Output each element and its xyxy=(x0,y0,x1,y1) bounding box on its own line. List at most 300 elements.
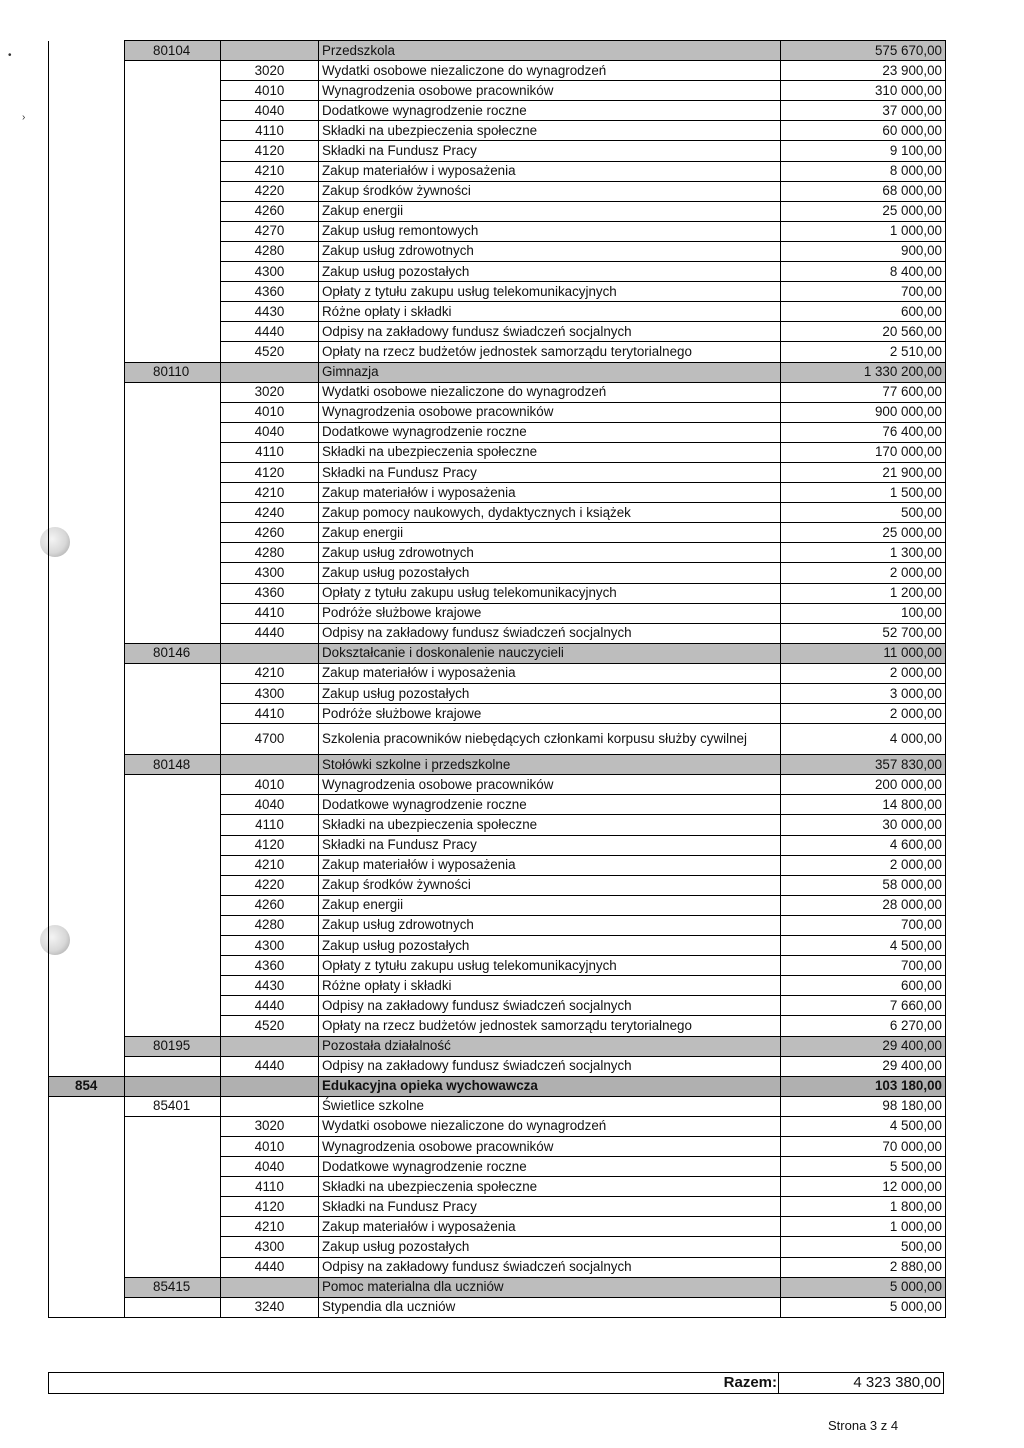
table-row xyxy=(49,684,946,704)
dzial-cell xyxy=(49,101,125,121)
rozdzial-cell xyxy=(125,1177,221,1197)
paragraf-cell: 4220 xyxy=(221,875,319,895)
rozdzial-cell xyxy=(125,835,221,855)
table-row xyxy=(49,563,946,583)
rozdzial-cell xyxy=(125,543,221,563)
rozdzial-cell xyxy=(125,1257,221,1277)
rozdzial-cell xyxy=(125,1116,221,1136)
paragraf-cell: 3240 xyxy=(221,1297,319,1317)
dzial-cell xyxy=(49,322,125,342)
dzial-cell xyxy=(49,603,125,623)
dzial-cell xyxy=(49,835,125,855)
amount-cell: 60 000,00 xyxy=(781,121,946,141)
description-cell: Zakup materiałów i wyposażenia xyxy=(319,161,781,181)
total-row xyxy=(48,1372,944,1394)
dzial-cell xyxy=(49,402,125,422)
rozdzial-cell xyxy=(125,121,221,141)
dzial-cell xyxy=(49,422,125,442)
paragraf-cell: 4410 xyxy=(221,603,319,623)
budget-table xyxy=(48,40,946,1318)
amount-cell: 8 000,00 xyxy=(781,161,946,181)
dzial-cell xyxy=(49,663,125,683)
description-cell: Dodatkowe wynagrodzenie roczne xyxy=(319,101,781,121)
description-cell: Zakup usług remontowych xyxy=(319,221,781,241)
table-row xyxy=(49,1157,946,1177)
amount-cell: 357 830,00 xyxy=(781,755,946,775)
amount-cell: 2 000,00 xyxy=(781,855,946,875)
paragraf-cell: 4300 xyxy=(221,262,319,282)
description-cell: Składki na ubezpieczenia społeczne xyxy=(319,815,781,835)
description-cell: Opłaty na rzecz budżetów jednostek samorządu terytorialnego xyxy=(319,342,781,362)
description-cell: Składki na ubezpieczenia społeczne xyxy=(319,1177,781,1197)
dzial-cell xyxy=(49,684,125,704)
amount-cell: 4 000,00 xyxy=(781,724,946,755)
paragraf-cell: 4260 xyxy=(221,523,319,543)
dzial-cell xyxy=(49,1096,125,1116)
rozdzial-cell xyxy=(125,503,221,523)
rozdzial-cell xyxy=(125,1157,221,1177)
dzial-cell xyxy=(49,201,125,221)
total-label: Razem: xyxy=(723,1374,777,1391)
paragraf-cell xyxy=(221,643,319,663)
paragraf-cell: 4360 xyxy=(221,956,319,976)
dzial-cell xyxy=(49,1257,125,1277)
paragraf-cell: 4280 xyxy=(221,543,319,563)
amount-cell: 1 500,00 xyxy=(781,483,946,503)
rozdzial-cell: 80104 xyxy=(125,41,221,61)
paragraf-cell: 4010 xyxy=(221,1136,319,1156)
description-cell: Wynagrodzenia osobowe pracowników xyxy=(319,402,781,422)
amount-cell: 900,00 xyxy=(781,241,946,261)
dzial-cell xyxy=(49,855,125,875)
amount-cell: 7 660,00 xyxy=(781,996,946,1016)
table-row xyxy=(49,1237,946,1257)
description-cell: Zakup materiałów i wyposażenia xyxy=(319,855,781,875)
dzial-cell xyxy=(49,996,125,1016)
paragraf-cell: 4120 xyxy=(221,1197,319,1217)
description-cell: Składki na ubezpieczenia społeczne xyxy=(319,442,781,462)
table-row xyxy=(49,623,946,643)
paragraf-cell: 4260 xyxy=(221,895,319,915)
paragraf-cell: 4210 xyxy=(221,161,319,181)
paragraf-cell: 4010 xyxy=(221,402,319,422)
rozdzial-cell xyxy=(125,915,221,935)
table-row xyxy=(49,161,946,181)
dzial-cell xyxy=(49,956,125,976)
chapter-row xyxy=(49,1277,946,1297)
description-cell: Opłaty z tytułu zakupu usług telekomunikacyjnych xyxy=(319,956,781,976)
paragraf-cell: 4300 xyxy=(221,1237,319,1257)
rozdzial-cell xyxy=(125,956,221,976)
chapter-row xyxy=(49,41,946,61)
table-row xyxy=(49,1217,946,1237)
rozdzial-cell xyxy=(125,996,221,1016)
paragraf-cell: 4120 xyxy=(221,462,319,482)
table-row xyxy=(49,815,946,835)
description-cell: Zakup środków żywności xyxy=(319,181,781,201)
dzial-cell xyxy=(49,1016,125,1036)
rozdzial-cell xyxy=(125,583,221,603)
rozdzial-cell xyxy=(125,704,221,724)
table-row xyxy=(49,1056,946,1076)
amount-cell: 600,00 xyxy=(781,302,946,322)
paragraf-cell: 4040 xyxy=(221,1157,319,1177)
table-row xyxy=(49,663,946,683)
paragraf-cell: 4520 xyxy=(221,342,319,362)
rozdzial-cell xyxy=(125,936,221,956)
amount-cell: 103 180,00 xyxy=(781,1076,946,1096)
dzial-cell xyxy=(49,262,125,282)
description-cell: Składki na Fundusz Pracy xyxy=(319,141,781,161)
table-row xyxy=(49,875,946,895)
table-row xyxy=(49,936,946,956)
rozdzial-cell xyxy=(125,302,221,322)
amount-cell: 500,00 xyxy=(781,503,946,523)
amount-cell: 9 100,00 xyxy=(781,141,946,161)
chapter-row xyxy=(49,362,946,382)
dzial-cell xyxy=(49,523,125,543)
dzial-cell xyxy=(49,563,125,583)
rozdzial-cell xyxy=(125,603,221,623)
dzial-cell xyxy=(49,704,125,724)
dzial-cell xyxy=(49,241,125,261)
description-cell: Różne opłaty i składki xyxy=(319,302,781,322)
description-cell: Zakup środków żywności xyxy=(319,875,781,895)
description-cell: Pomoc materialna dla uczniów xyxy=(319,1277,781,1297)
paragraf-cell: 4110 xyxy=(221,442,319,462)
rozdzial-cell xyxy=(125,181,221,201)
description-cell: Wynagrodzenia osobowe pracowników xyxy=(319,1136,781,1156)
rozdzial-cell xyxy=(125,523,221,543)
rozdzial-cell xyxy=(125,241,221,261)
dzial-cell xyxy=(49,1157,125,1177)
table-row xyxy=(49,543,946,563)
chapter-row xyxy=(49,643,946,663)
table-row xyxy=(49,724,946,755)
table-row xyxy=(49,61,946,81)
amount-cell: 23 900,00 xyxy=(781,61,946,81)
rozdzial-cell xyxy=(125,795,221,815)
dzial-cell xyxy=(49,382,125,402)
paragraf-cell: 3020 xyxy=(221,61,319,81)
rozdzial-cell xyxy=(125,442,221,462)
table-row xyxy=(49,483,946,503)
description-cell: Wydatki osobowe niezaliczone do wynagrodzeń xyxy=(319,382,781,402)
paragraf-cell: 4300 xyxy=(221,563,319,583)
paragraf-cell: 4440 xyxy=(221,1257,319,1277)
rozdzial-cell xyxy=(125,262,221,282)
paragraf-cell: 4210 xyxy=(221,483,319,503)
amount-cell: 4 500,00 xyxy=(781,936,946,956)
table-row xyxy=(49,262,946,282)
paragraf-cell xyxy=(221,1076,319,1096)
paragraf-cell: 4040 xyxy=(221,101,319,121)
description-cell: Podróże służbowe krajowe xyxy=(319,704,781,724)
table-row xyxy=(49,996,946,1016)
table-row xyxy=(49,322,946,342)
description-cell: Odpisy na zakładowy fundusz świadczeń socjalnych xyxy=(319,623,781,643)
paragraf-cell xyxy=(221,755,319,775)
dzial-cell xyxy=(49,1217,125,1237)
paragraf-cell: 3020 xyxy=(221,382,319,402)
rozdzial-cell xyxy=(125,1237,221,1257)
amount-cell: 1 800,00 xyxy=(781,1197,946,1217)
paragraf-cell: 4210 xyxy=(221,855,319,875)
rozdzial-cell xyxy=(125,161,221,181)
description-cell: Podróże służbowe krajowe xyxy=(319,603,781,623)
amount-cell: 1 000,00 xyxy=(781,221,946,241)
dzial-cell xyxy=(49,282,125,302)
rozdzial-cell xyxy=(125,402,221,422)
paragraf-cell xyxy=(221,1036,319,1056)
description-cell: Zakup usług pozostałych xyxy=(319,936,781,956)
amount-cell: 2 000,00 xyxy=(781,704,946,724)
dzial-cell xyxy=(49,936,125,956)
amount-cell: 1 000,00 xyxy=(781,1217,946,1237)
description-cell: Opłaty z tytułu zakupu usług telekomunikacyjnych xyxy=(319,583,781,603)
description-cell: Różne opłaty i składki xyxy=(319,976,781,996)
paragraf-cell: 4260 xyxy=(221,201,319,221)
description-cell: Dodatkowe wynagrodzenie roczne xyxy=(319,1157,781,1177)
amount-cell: 4 500,00 xyxy=(781,1116,946,1136)
amount-cell: 5 000,00 xyxy=(781,1277,946,1297)
description-cell: Szkolenia pracowników niebędących członkami korpusu służby cywilnej xyxy=(319,724,781,755)
description-cell: Wydatki osobowe niezaliczone do wynagrodzeń xyxy=(319,1116,781,1136)
rozdzial-cell xyxy=(125,382,221,402)
table-row xyxy=(49,462,946,482)
description-cell: Zakup energii xyxy=(319,895,781,915)
rozdzial-cell xyxy=(125,221,221,241)
rozdzial-cell: 85415 xyxy=(125,1277,221,1297)
description-cell: Stołówki szkolne i przedszkolne xyxy=(319,755,781,775)
dzial-cell xyxy=(49,61,125,81)
rozdzial-cell xyxy=(125,342,221,362)
amount-cell: 4 600,00 xyxy=(781,835,946,855)
description-cell: Zakup usług zdrowotnych xyxy=(319,915,781,935)
rozdzial-cell: 80195 xyxy=(125,1036,221,1056)
amount-cell: 2 000,00 xyxy=(781,663,946,683)
dzial-cell xyxy=(49,895,125,915)
amount-cell: 29 400,00 xyxy=(781,1056,946,1076)
description-cell: Odpisy na zakładowy fundusz świadczeń socjalnych xyxy=(319,1257,781,1277)
dzial-cell xyxy=(49,623,125,643)
scan-mark: • xyxy=(8,50,12,61)
amount-cell: 500,00 xyxy=(781,1237,946,1257)
table-row xyxy=(49,442,946,462)
paragraf-cell xyxy=(221,1096,319,1116)
amount-cell: 2 510,00 xyxy=(781,342,946,362)
paragraf-cell: 4010 xyxy=(221,775,319,795)
description-cell: Składki na Fundusz Pracy xyxy=(319,835,781,855)
table-row xyxy=(49,775,946,795)
amount-cell: 20 560,00 xyxy=(781,322,946,342)
amount-cell: 100,00 xyxy=(781,603,946,623)
paragraf-cell: 4040 xyxy=(221,422,319,442)
table-row xyxy=(49,795,946,815)
table-row xyxy=(49,181,946,201)
rozdzial-cell xyxy=(125,1076,221,1096)
rozdzial-cell xyxy=(125,322,221,342)
amount-cell: 5 500,00 xyxy=(781,1157,946,1177)
paragraf-cell xyxy=(221,362,319,382)
paragraf-cell: 4430 xyxy=(221,976,319,996)
amount-cell: 25 000,00 xyxy=(781,523,946,543)
rozdzial-cell xyxy=(125,422,221,442)
dzial-cell xyxy=(49,915,125,935)
dzial-cell: 854 xyxy=(49,1076,125,1096)
rozdzial-cell xyxy=(125,1056,221,1076)
amount-cell: 30 000,00 xyxy=(781,815,946,835)
table-row xyxy=(49,1177,946,1197)
dzial-cell xyxy=(49,1036,125,1056)
description-cell: Zakup usług pozostałych xyxy=(319,1237,781,1257)
amount-cell: 76 400,00 xyxy=(781,422,946,442)
table-row xyxy=(49,141,946,161)
description-cell: Składki na Fundusz Pracy xyxy=(319,462,781,482)
rozdzial-cell xyxy=(125,875,221,895)
description-cell: Stypendia dla uczniów xyxy=(319,1297,781,1317)
dzial-cell xyxy=(49,81,125,101)
dzial-cell xyxy=(49,775,125,795)
paragraf-cell: 4360 xyxy=(221,583,319,603)
rozdzial-cell xyxy=(125,663,221,683)
division-row xyxy=(49,1076,946,1096)
description-cell: Wynagrodzenia osobowe pracowników xyxy=(319,775,781,795)
rozdzial-cell xyxy=(125,483,221,503)
dzial-cell xyxy=(49,1197,125,1217)
description-cell: Zakup usług zdrowotnych xyxy=(319,241,781,261)
table-row xyxy=(49,835,946,855)
rozdzial-cell xyxy=(125,1217,221,1237)
paragraf-cell xyxy=(221,1277,319,1297)
description-cell: Zakup energii xyxy=(319,523,781,543)
amount-cell: 58 000,00 xyxy=(781,875,946,895)
dzial-cell xyxy=(49,41,125,61)
description-cell: Zakup materiałów i wyposażenia xyxy=(319,483,781,503)
amount-cell: 700,00 xyxy=(781,915,946,935)
amount-cell: 3 000,00 xyxy=(781,684,946,704)
rozdzial-cell xyxy=(125,724,221,755)
rozdzial-cell: 80146 xyxy=(125,643,221,663)
rozdzial-cell xyxy=(125,815,221,835)
paragraf-cell: 4120 xyxy=(221,141,319,161)
dzial-cell xyxy=(49,483,125,503)
dzial-cell xyxy=(49,503,125,523)
amount-cell: 575 670,00 xyxy=(781,41,946,61)
dzial-cell xyxy=(49,1056,125,1076)
table-row xyxy=(49,241,946,261)
rozdzial-cell: 85401 xyxy=(125,1096,221,1116)
paragraf-cell: 4240 xyxy=(221,503,319,523)
paragraf-cell: 4270 xyxy=(221,221,319,241)
description-cell: Zakup materiałów i wyposażenia xyxy=(319,1217,781,1237)
amount-cell: 21 900,00 xyxy=(781,462,946,482)
paragraf-cell: 4010 xyxy=(221,81,319,101)
table-row xyxy=(49,956,946,976)
dzial-cell xyxy=(49,1177,125,1197)
amount-cell: 28 000,00 xyxy=(781,895,946,915)
table-row xyxy=(49,342,946,362)
table-row xyxy=(49,101,946,121)
amount-cell: 77 600,00 xyxy=(781,382,946,402)
dzial-cell xyxy=(49,543,125,563)
rozdzial-cell xyxy=(125,201,221,221)
description-cell: Odpisy na zakładowy fundusz świadczeń socjalnych xyxy=(319,996,781,1016)
table-row xyxy=(49,201,946,221)
rozdzial-cell: 80110 xyxy=(125,362,221,382)
total-value: 4 323 380,00 xyxy=(778,1373,943,1393)
paragraf-cell: 4120 xyxy=(221,835,319,855)
amount-cell: 25 000,00 xyxy=(781,201,946,221)
dzial-cell xyxy=(49,362,125,382)
dzial-cell xyxy=(49,462,125,482)
amount-cell: 5 000,00 xyxy=(781,1297,946,1317)
description-cell: Wynagrodzenia osobowe pracowników xyxy=(319,81,781,101)
amount-cell: 14 800,00 xyxy=(781,795,946,815)
rozdzial-cell xyxy=(125,775,221,795)
table-row xyxy=(49,282,946,302)
amount-cell: 29 400,00 xyxy=(781,1036,946,1056)
dzial-cell xyxy=(49,302,125,322)
dzial-cell xyxy=(49,342,125,362)
description-cell: Wydatki osobowe niezaliczone do wynagrodzeń xyxy=(319,61,781,81)
rozdzial-cell xyxy=(125,1197,221,1217)
rozdzial-cell xyxy=(125,1136,221,1156)
dzial-cell xyxy=(49,795,125,815)
table-row xyxy=(49,1116,946,1136)
chapter-row xyxy=(49,1096,946,1116)
description-cell: Składki na ubezpieczenia społeczne xyxy=(319,121,781,141)
description-cell: Zakup usług pozostałych xyxy=(319,563,781,583)
paragraf-cell: 4440 xyxy=(221,623,319,643)
description-cell: Świetlice szkolne xyxy=(319,1096,781,1116)
table-row xyxy=(49,1016,946,1036)
dzial-cell xyxy=(49,1116,125,1136)
scan-mark: › xyxy=(22,112,26,123)
rozdzial-cell xyxy=(125,895,221,915)
paragraf-cell: 4440 xyxy=(221,996,319,1016)
description-cell: Zakup usług pozostałych xyxy=(319,684,781,704)
paragraf-cell: 4410 xyxy=(221,704,319,724)
dzial-cell xyxy=(49,1136,125,1156)
table-row xyxy=(49,603,946,623)
amount-cell: 8 400,00 xyxy=(781,262,946,282)
amount-cell: 2 880,00 xyxy=(781,1257,946,1277)
paragraf-cell: 4110 xyxy=(221,815,319,835)
description-cell: Zakup materiałów i wyposażenia xyxy=(319,663,781,683)
paragraf-cell: 4440 xyxy=(221,322,319,342)
paragraf-cell: 4110 xyxy=(221,121,319,141)
table-row xyxy=(49,1197,946,1217)
table-row xyxy=(49,855,946,875)
amount-cell: 68 000,00 xyxy=(781,181,946,201)
table-row xyxy=(49,704,946,724)
chapter-row xyxy=(49,1036,946,1056)
rozdzial-cell xyxy=(125,81,221,101)
amount-cell: 170 000,00 xyxy=(781,442,946,462)
description-cell: Odpisy na zakładowy fundusz świadczeń socjalnych xyxy=(319,1056,781,1076)
amount-cell: 700,00 xyxy=(781,282,946,302)
paragraf-cell xyxy=(221,41,319,61)
dzial-cell xyxy=(49,815,125,835)
amount-cell: 900 000,00 xyxy=(781,402,946,422)
paragraf-cell: 4220 xyxy=(221,181,319,201)
dzial-cell xyxy=(49,875,125,895)
paragraf-cell: 4440 xyxy=(221,1056,319,1076)
amount-cell: 12 000,00 xyxy=(781,1177,946,1197)
description-cell: Zakup energii xyxy=(319,201,781,221)
description-cell: Przedszkola xyxy=(319,41,781,61)
